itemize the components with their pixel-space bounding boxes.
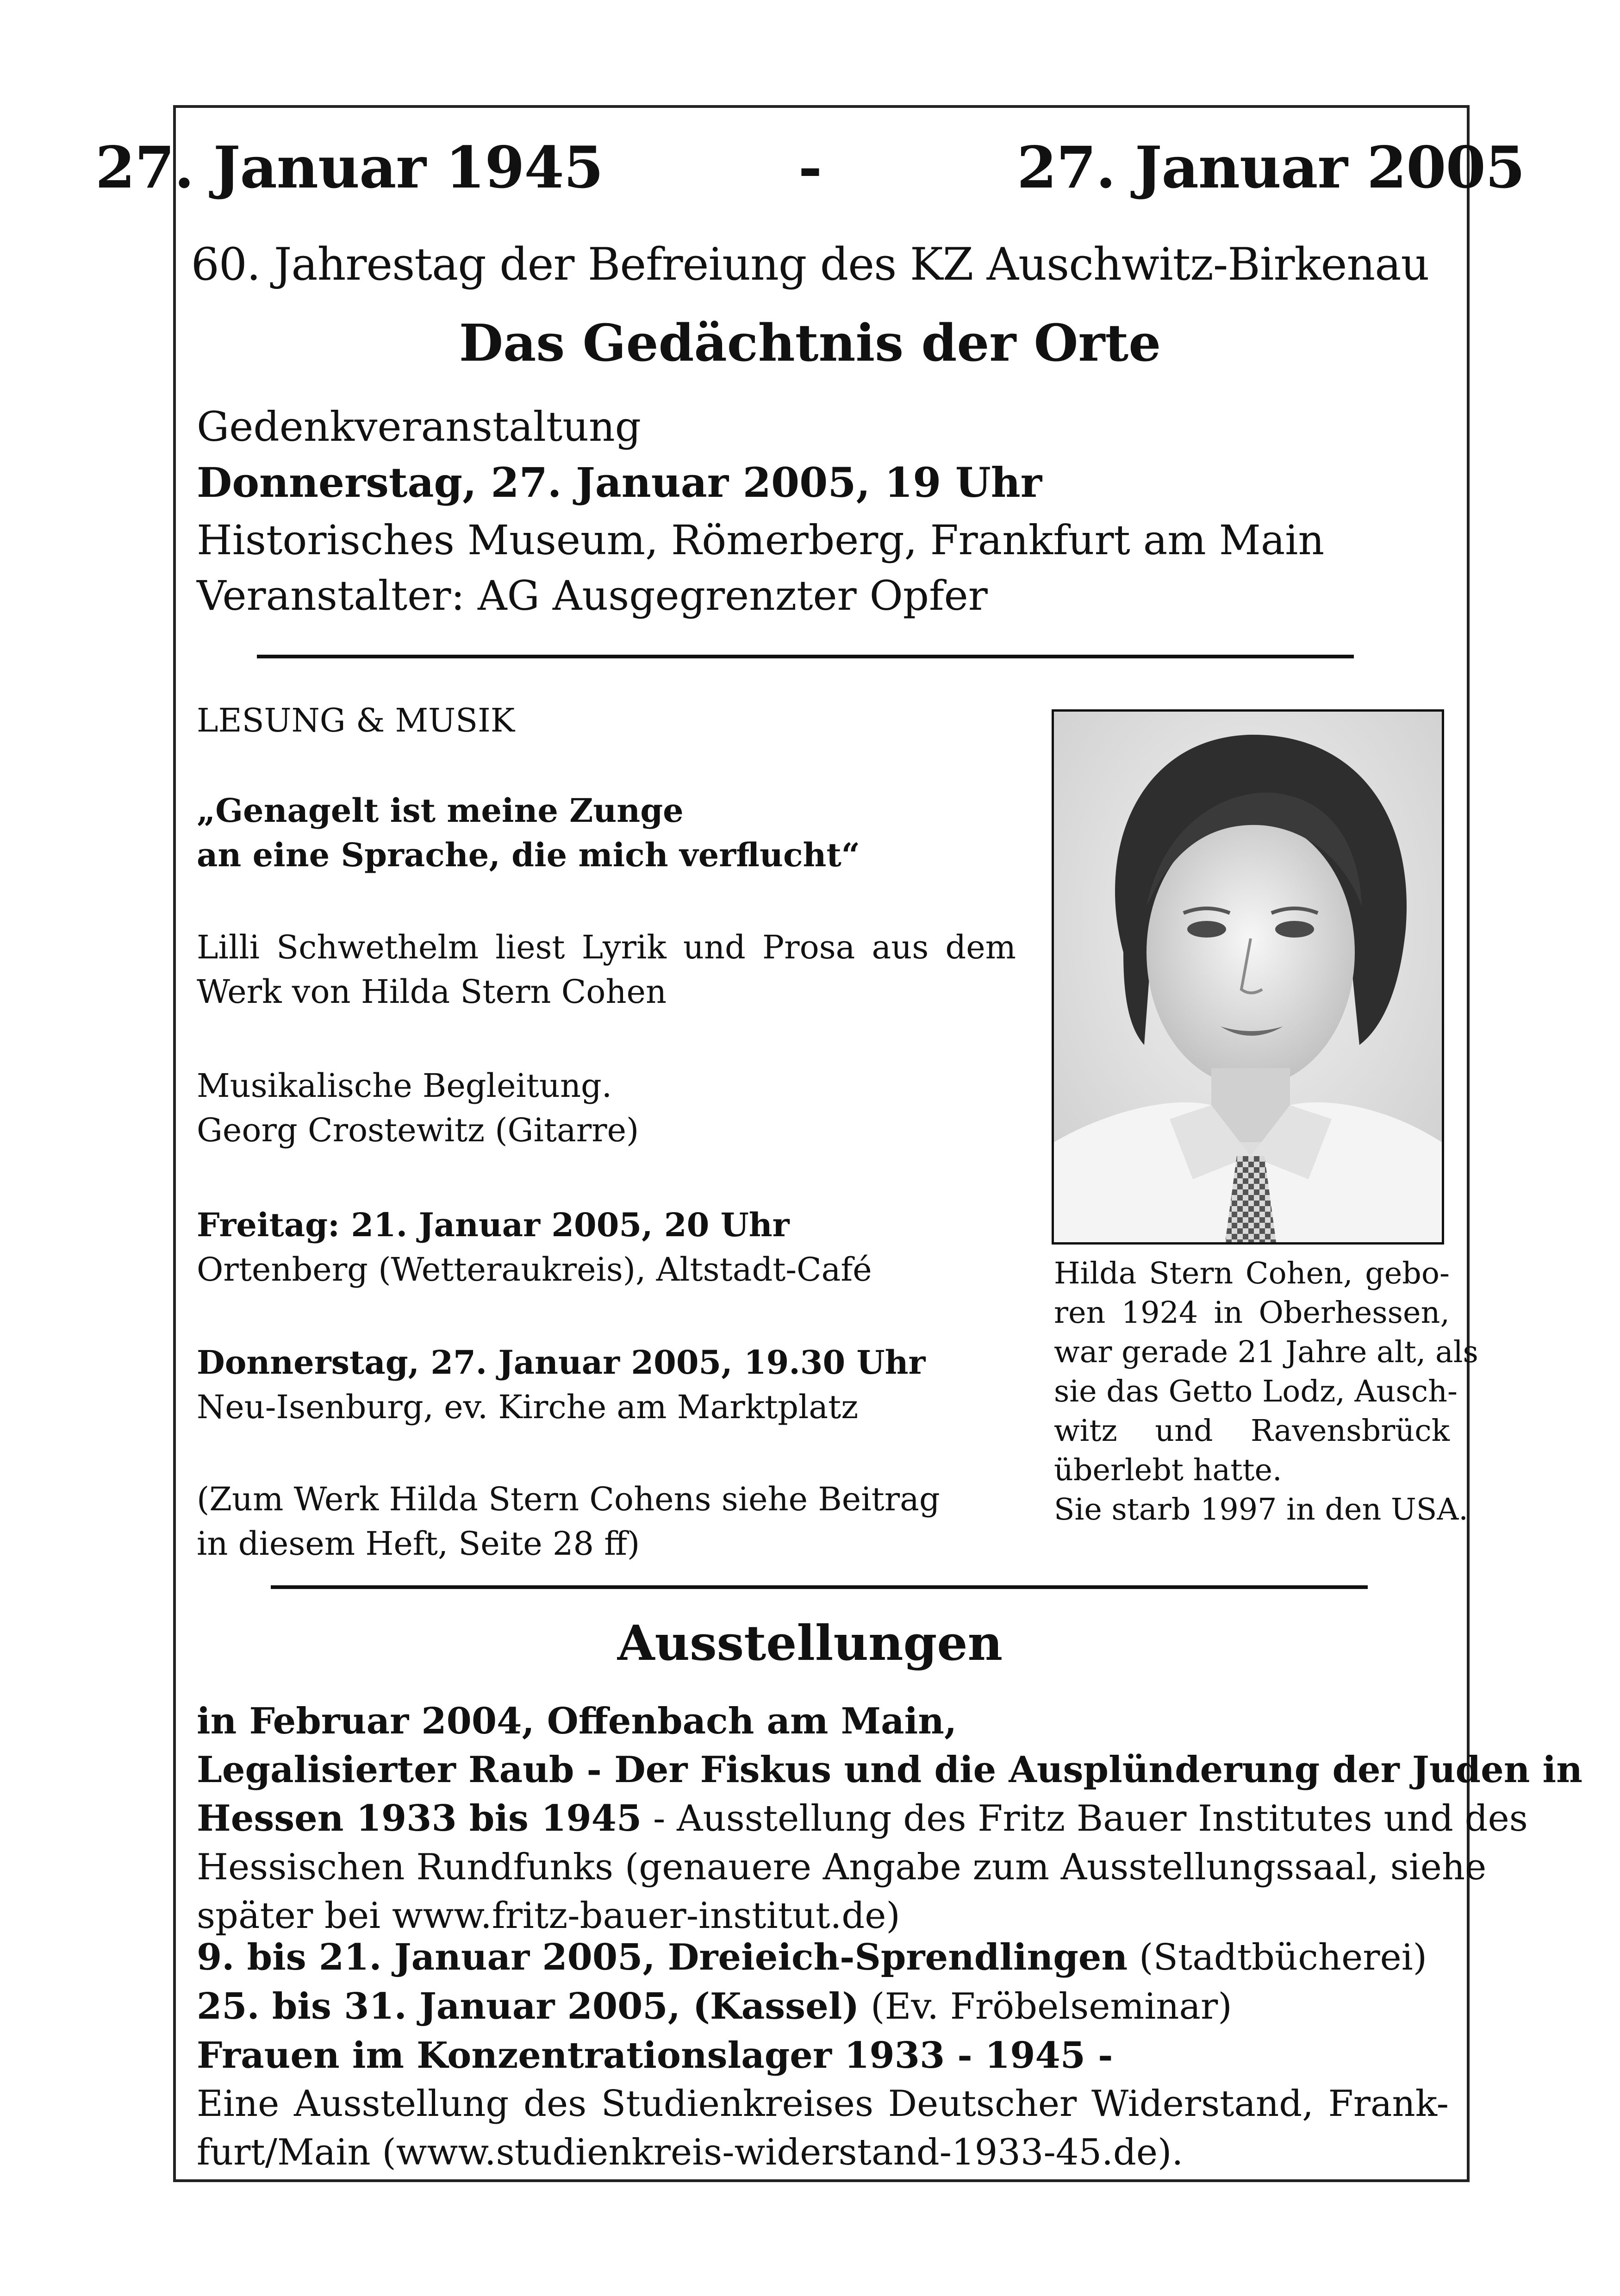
lesung-heading: LESUNG & MUSIK	[197, 701, 515, 739]
event-date: Donnerstag, 27. Januar 2005, 19 Uhr	[197, 458, 1042, 507]
title-dates	[0, 134, 1620, 201]
caption-line: Hilda Stern Cohen, gebo-	[1054, 1256, 1450, 1291]
ex1-line-1: in Februar 2004, Offenbach am Main,	[197, 1700, 957, 1742]
ex1-line-4: Hessischen Rundfunks (genauere Angabe zum Ausstellungssaal, siehe	[197, 1846, 1487, 1888]
ex3-rest: (Ev. Fröbelseminar)	[859, 1986, 1232, 2027]
ex1-line-3-bold: Hessen 1933 bis 1945	[197, 1797, 642, 1839]
caption-line: Sie starb 1997 in den USA.	[1054, 1492, 1468, 1527]
exhibitions-heading: Ausstellungen	[617, 1614, 1003, 1671]
lesung-place-1: Ortenberg (Wetteraukreis), Altstadt-Café	[197, 1251, 872, 1289]
lesung-date-1: Freitag: 21. Januar 2005, 20 Uhr	[197, 1206, 790, 1244]
photo-caption	[1054, 1254, 1478, 1529]
ex2-line	[197, 1933, 1449, 1982]
lesung-note-line-2: in diesem Heft, Seite 28 ff)	[197, 1525, 640, 1563]
headline: Das Gedächtnis der Orte	[459, 313, 1161, 373]
lesung-quote-line-2: an eine Sprache, die mich verflucht“	[197, 836, 860, 874]
music-line-1: Musikalische Begleitung.	[197, 1067, 612, 1105]
divider-top	[257, 655, 1354, 658]
caption-line: witz und Ravensbrück	[1054, 1414, 1450, 1448]
ex4-line-1: Eine Ausstellung des Studienkreises Deutscher Widerstand, Frank-	[197, 2083, 1449, 2125]
event-location: Historisches Museum, Römerberg, Frankfurt am Main	[197, 516, 1325, 564]
event-type: Gedenkveranstaltung	[197, 403, 641, 450]
ex3-line	[197, 1982, 1449, 2031]
lesung-date-2: Donnerstag, 27. Januar 2005, 19.30 Uhr	[197, 1343, 926, 1382]
music-line-2: Georg Crostewitz (Gitarre)	[197, 1111, 639, 1149]
ex4-title: Frauen im Konzentrationslager 1933 - 1945 -	[197, 2034, 1113, 2077]
caption-line: überlebt hatte.	[1054, 1453, 1282, 1488]
reader-line-1: Lilli Schwethelm liest Lyrik und Prosa aus dem	[197, 928, 1016, 966]
caption-line: war gerade 21 Jahre alt, als	[1054, 1335, 1478, 1370]
exhibition-2-4	[197, 1933, 1449, 2177]
divider-bottom	[271, 1585, 1368, 1589]
date-left: 27. Januar 1945	[95, 134, 604, 201]
portrait-illustration	[1054, 712, 1442, 1242]
lesung-place-2: Neu-Isenburg, ev. Kirche am Marktplatz	[197, 1388, 859, 1426]
caption-line: sie das Getto Lodz, Ausch-	[1054, 1374, 1458, 1409]
ex2-rest: (Stadtbücherei)	[1128, 1937, 1427, 1978]
ex1-line-3	[197, 1794, 1528, 1843]
caption-line: ren 1924 in Oberhessen,	[1054, 1295, 1450, 1330]
date-right: 27. Januar 2005	[1016, 134, 1525, 201]
ex1-line-2: Legalisierter Raub - Der Fiskus und die Ausplünderung der Juden in	[197, 1749, 1583, 1791]
ex4-line-2: furt/Main (www.studienkreis-widerstand-1933-45.de).	[197, 2132, 1184, 2173]
ex3-bold: 25. bis 31. Januar 2005, (Kassel)	[197, 1985, 860, 2027]
ex1-line-3-rest: - Ausstellung des Fritz Bauer Institutes und des	[642, 1798, 1528, 1839]
exhibition-1	[197, 1697, 1583, 1940]
ex2-bold: 9. bis 21. Januar 2005, Dreieich-Sprendlingen	[197, 1936, 1128, 1978]
lesung-quote-line-1: „Genagelt ist meine Zunge	[197, 791, 684, 830]
ex1-line-5: später bei www.fritz-bauer-institut.de)	[197, 1895, 900, 1937]
portrait-photo	[1052, 709, 1444, 1245]
reader-line-2: Werk von Hilda Stern Cohen	[197, 973, 667, 1011]
event-organizer: Veranstalter: AG Ausgegrenzter Opfer	[197, 572, 988, 619]
date-dash: -	[798, 134, 822, 201]
subtitle: 60. Jahrestag der Befreiung des KZ Auschwitz-Birkenau	[191, 238, 1429, 290]
lesung-note-line-1: (Zum Werk Hilda Stern Cohens siehe Beitrag	[197, 1480, 940, 1518]
